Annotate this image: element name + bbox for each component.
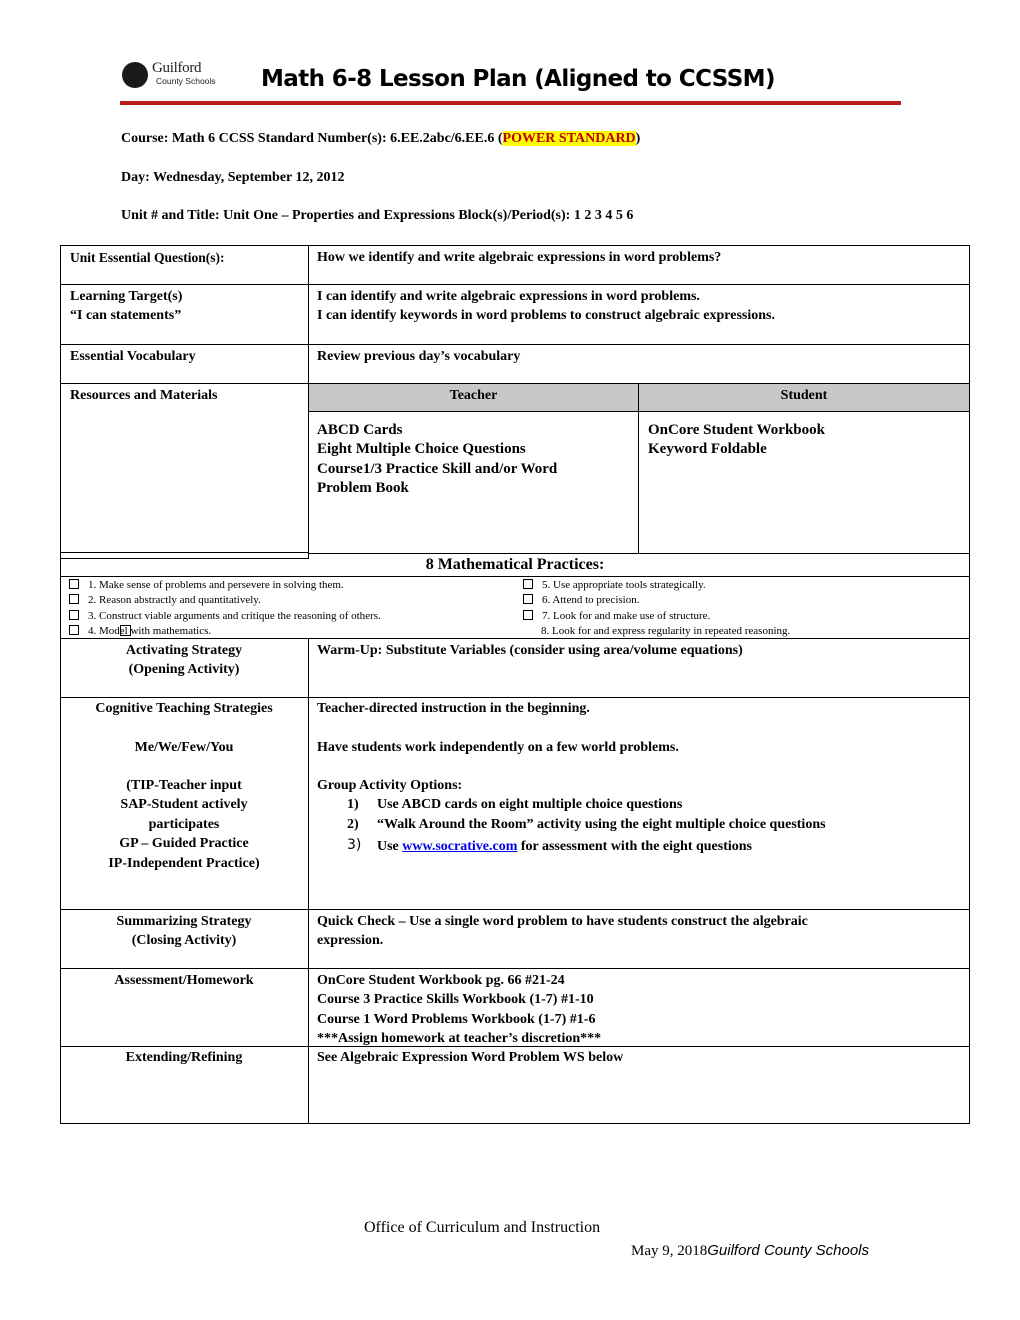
practice-item: 2. Reason abstractly and quantitatively. bbox=[69, 593, 381, 608]
socrative-link[interactable]: www.socrative.com bbox=[402, 839, 518, 854]
option-2: “Walk Around the Room” activity using the eight multiple choice questions bbox=[377, 817, 826, 832]
district-logo bbox=[122, 62, 222, 90]
essential-question-value: How we identify and write algebraic expressions in word problems? bbox=[317, 250, 722, 265]
practice-item: 6. Attend to precision. bbox=[523, 593, 790, 608]
summarizing-label bbox=[60, 912, 308, 951]
assessment-item: Course 1 Word Problems Workbook (1-7) #1-6 bbox=[317, 1011, 596, 1027]
page-title: Math 6-8 Lesson Plan (Aligned to CCSSM) bbox=[261, 66, 775, 92]
student-resource-item: Keyword Foldable bbox=[648, 441, 767, 458]
course-line bbox=[121, 131, 640, 147]
teacher-resources-list bbox=[317, 421, 557, 499]
teacher-resource-item: ABCD Cards bbox=[317, 422, 403, 438]
logo-emblem-icon bbox=[122, 62, 148, 88]
assessment-item: ***Assign homework at teacher’s discretion*** bbox=[317, 1031, 602, 1047]
practices-title: 8 Mathematical Practices: bbox=[425, 556, 605, 573]
title-rule bbox=[120, 101, 901, 105]
group-options-heading: Group Activity Options: bbox=[317, 778, 463, 793]
summarizing-label-1: Summarizing Strategy bbox=[116, 914, 252, 929]
activating-value: Warm-Up: Substitute Variables (consider using area/volume equations) bbox=[317, 643, 743, 658]
logo-text-sub: County Schools bbox=[156, 76, 216, 86]
practices-left-list bbox=[69, 578, 381, 639]
checkbox-icon[interactable] bbox=[69, 610, 79, 620]
cognitive-label: Cognitive Teaching Strategies bbox=[95, 701, 273, 716]
practice-item: 3. Construct viable arguments and critique the reasoning of others. bbox=[69, 609, 381, 624]
footer-date: May 9, 2018 bbox=[631, 1243, 708, 1259]
learning-target-label bbox=[70, 287, 182, 326]
practice-item: 8. Look for and express regularity in repeated reasoning. bbox=[541, 624, 791, 637]
checkbox-icon[interactable] bbox=[523, 594, 533, 604]
student-resource-item: OnCore Student Workbook bbox=[648, 422, 825, 438]
teacher-resource-item: Problem Book bbox=[317, 480, 409, 497]
resources-label: Resources and Materials bbox=[70, 388, 218, 403]
tip-label-3: participates bbox=[148, 816, 220, 832]
activating-label-2: (Opening Activity) bbox=[128, 662, 240, 678]
assessment-list bbox=[317, 971, 601, 1049]
option-number: 1) bbox=[347, 797, 359, 812]
checkbox-icon[interactable] bbox=[523, 610, 533, 620]
course-text: Course: Math 6 CCSS Standard Number(s): 6.EE.2abc/6.EE.6 ( bbox=[121, 131, 503, 146]
learning-target-label-2: “I can statements” bbox=[70, 308, 182, 324]
practice-item: 4. Model with mathematics. bbox=[69, 624, 381, 639]
option-1: Use ABCD cards on eight multiple choice questions bbox=[377, 797, 683, 812]
summarizing-line-1: Quick Check – Use a single word problem to have students construct the algebraic bbox=[317, 914, 808, 929]
teacher-resource-item: Course1/3 Practice Skill and/or Word bbox=[317, 460, 558, 477]
learning-target-2: I can identify keywords in word problems to construct algebraic expressions. bbox=[317, 308, 775, 324]
learning-target-values bbox=[317, 287, 775, 326]
practice-item: 1. Make sense of problems and persevere in solving them. bbox=[69, 578, 381, 593]
logo-text-main: Guilford bbox=[152, 60, 202, 76]
course-suffix: ) bbox=[635, 131, 641, 146]
power-standard-highlight: POWER STANDARD bbox=[502, 131, 636, 146]
activating-label-1: Activating Strategy bbox=[125, 643, 243, 658]
vocabulary-label: Essential Vocabulary bbox=[70, 349, 196, 364]
tip-label-2: SAP-Student actively bbox=[120, 797, 248, 813]
student-header: Student bbox=[780, 388, 828, 403]
teacher-resource-item: Eight Multiple Choice Questions bbox=[317, 441, 526, 458]
summarizing-label-2: (Closing Activity) bbox=[131, 933, 237, 949]
checkbox-icon[interactable] bbox=[69, 594, 79, 604]
footer-office: Office of Curriculum and Instruction bbox=[364, 1219, 601, 1236]
summarizing-line-2: expression. bbox=[317, 933, 384, 949]
option-number: 2) bbox=[347, 817, 359, 832]
tip-label-5: IP-Independent Practice) bbox=[108, 855, 260, 871]
tip-label-4: GP – Guided Practice bbox=[119, 836, 249, 852]
teacher-header: Teacher bbox=[449, 388, 498, 403]
summarizing-value bbox=[317, 912, 808, 951]
checkbox-icon[interactable] bbox=[523, 579, 533, 589]
cognitive-line-1: Teacher-directed instruction in the beginning. bbox=[317, 701, 590, 716]
vocabulary-value: Review previous day’s vocabulary bbox=[317, 349, 521, 364]
assessment-item: OnCore Student Workbook pg. 66 #21-24 bbox=[317, 973, 565, 988]
practice-item: 5. Use appropriate tools strategically. bbox=[523, 578, 790, 593]
checkbox-icon[interactable] bbox=[69, 625, 79, 635]
cognitive-line-2: Have students work independently on a few world problems. bbox=[317, 740, 679, 755]
learning-target-1: I can identify and write algebraic expressions in word problems. bbox=[317, 289, 700, 304]
option-3: Use www.socrative.com for assessment with the eight questions bbox=[377, 839, 752, 854]
assessment-item: Course 3 Practice Skills Workbook (1-7) #1-10 bbox=[317, 992, 594, 1008]
assessment-label: Assessment/Homework bbox=[114, 973, 254, 988]
activating-label bbox=[60, 641, 308, 680]
footer-org: Guilford County Schools bbox=[707, 1242, 869, 1259]
learning-target-label-1: Learning Target(s) bbox=[70, 289, 183, 304]
essential-question-label: Unit Essential Question(s): bbox=[70, 250, 225, 265]
extending-value: See Algebraic Expression Word Problem WS below bbox=[317, 1050, 624, 1065]
unit-line: Unit # and Title: Unit One – Properties and Expressions Block(s)/Period(s): 1 2 3 4 5 6 bbox=[121, 208, 634, 223]
option-number: 3) bbox=[347, 837, 362, 853]
practice-item: 7. Look for and make use of structure. bbox=[523, 609, 790, 624]
checked-box-icon[interactable] bbox=[120, 625, 131, 636]
practices-right-list bbox=[523, 578, 790, 639]
tip-label-block bbox=[60, 776, 308, 873]
checkbox-icon[interactable] bbox=[69, 579, 79, 589]
footer-date-org bbox=[631, 1242, 869, 1260]
student-resources-list bbox=[648, 421, 825, 460]
tip-label-1: (TIP-Teacher input bbox=[126, 778, 242, 793]
extending-label: Extending/Refining bbox=[125, 1050, 243, 1065]
mewe-label: Me/We/Few/You bbox=[134, 740, 234, 755]
day-line: Day: Wednesday, September 12, 2012 bbox=[121, 170, 345, 185]
